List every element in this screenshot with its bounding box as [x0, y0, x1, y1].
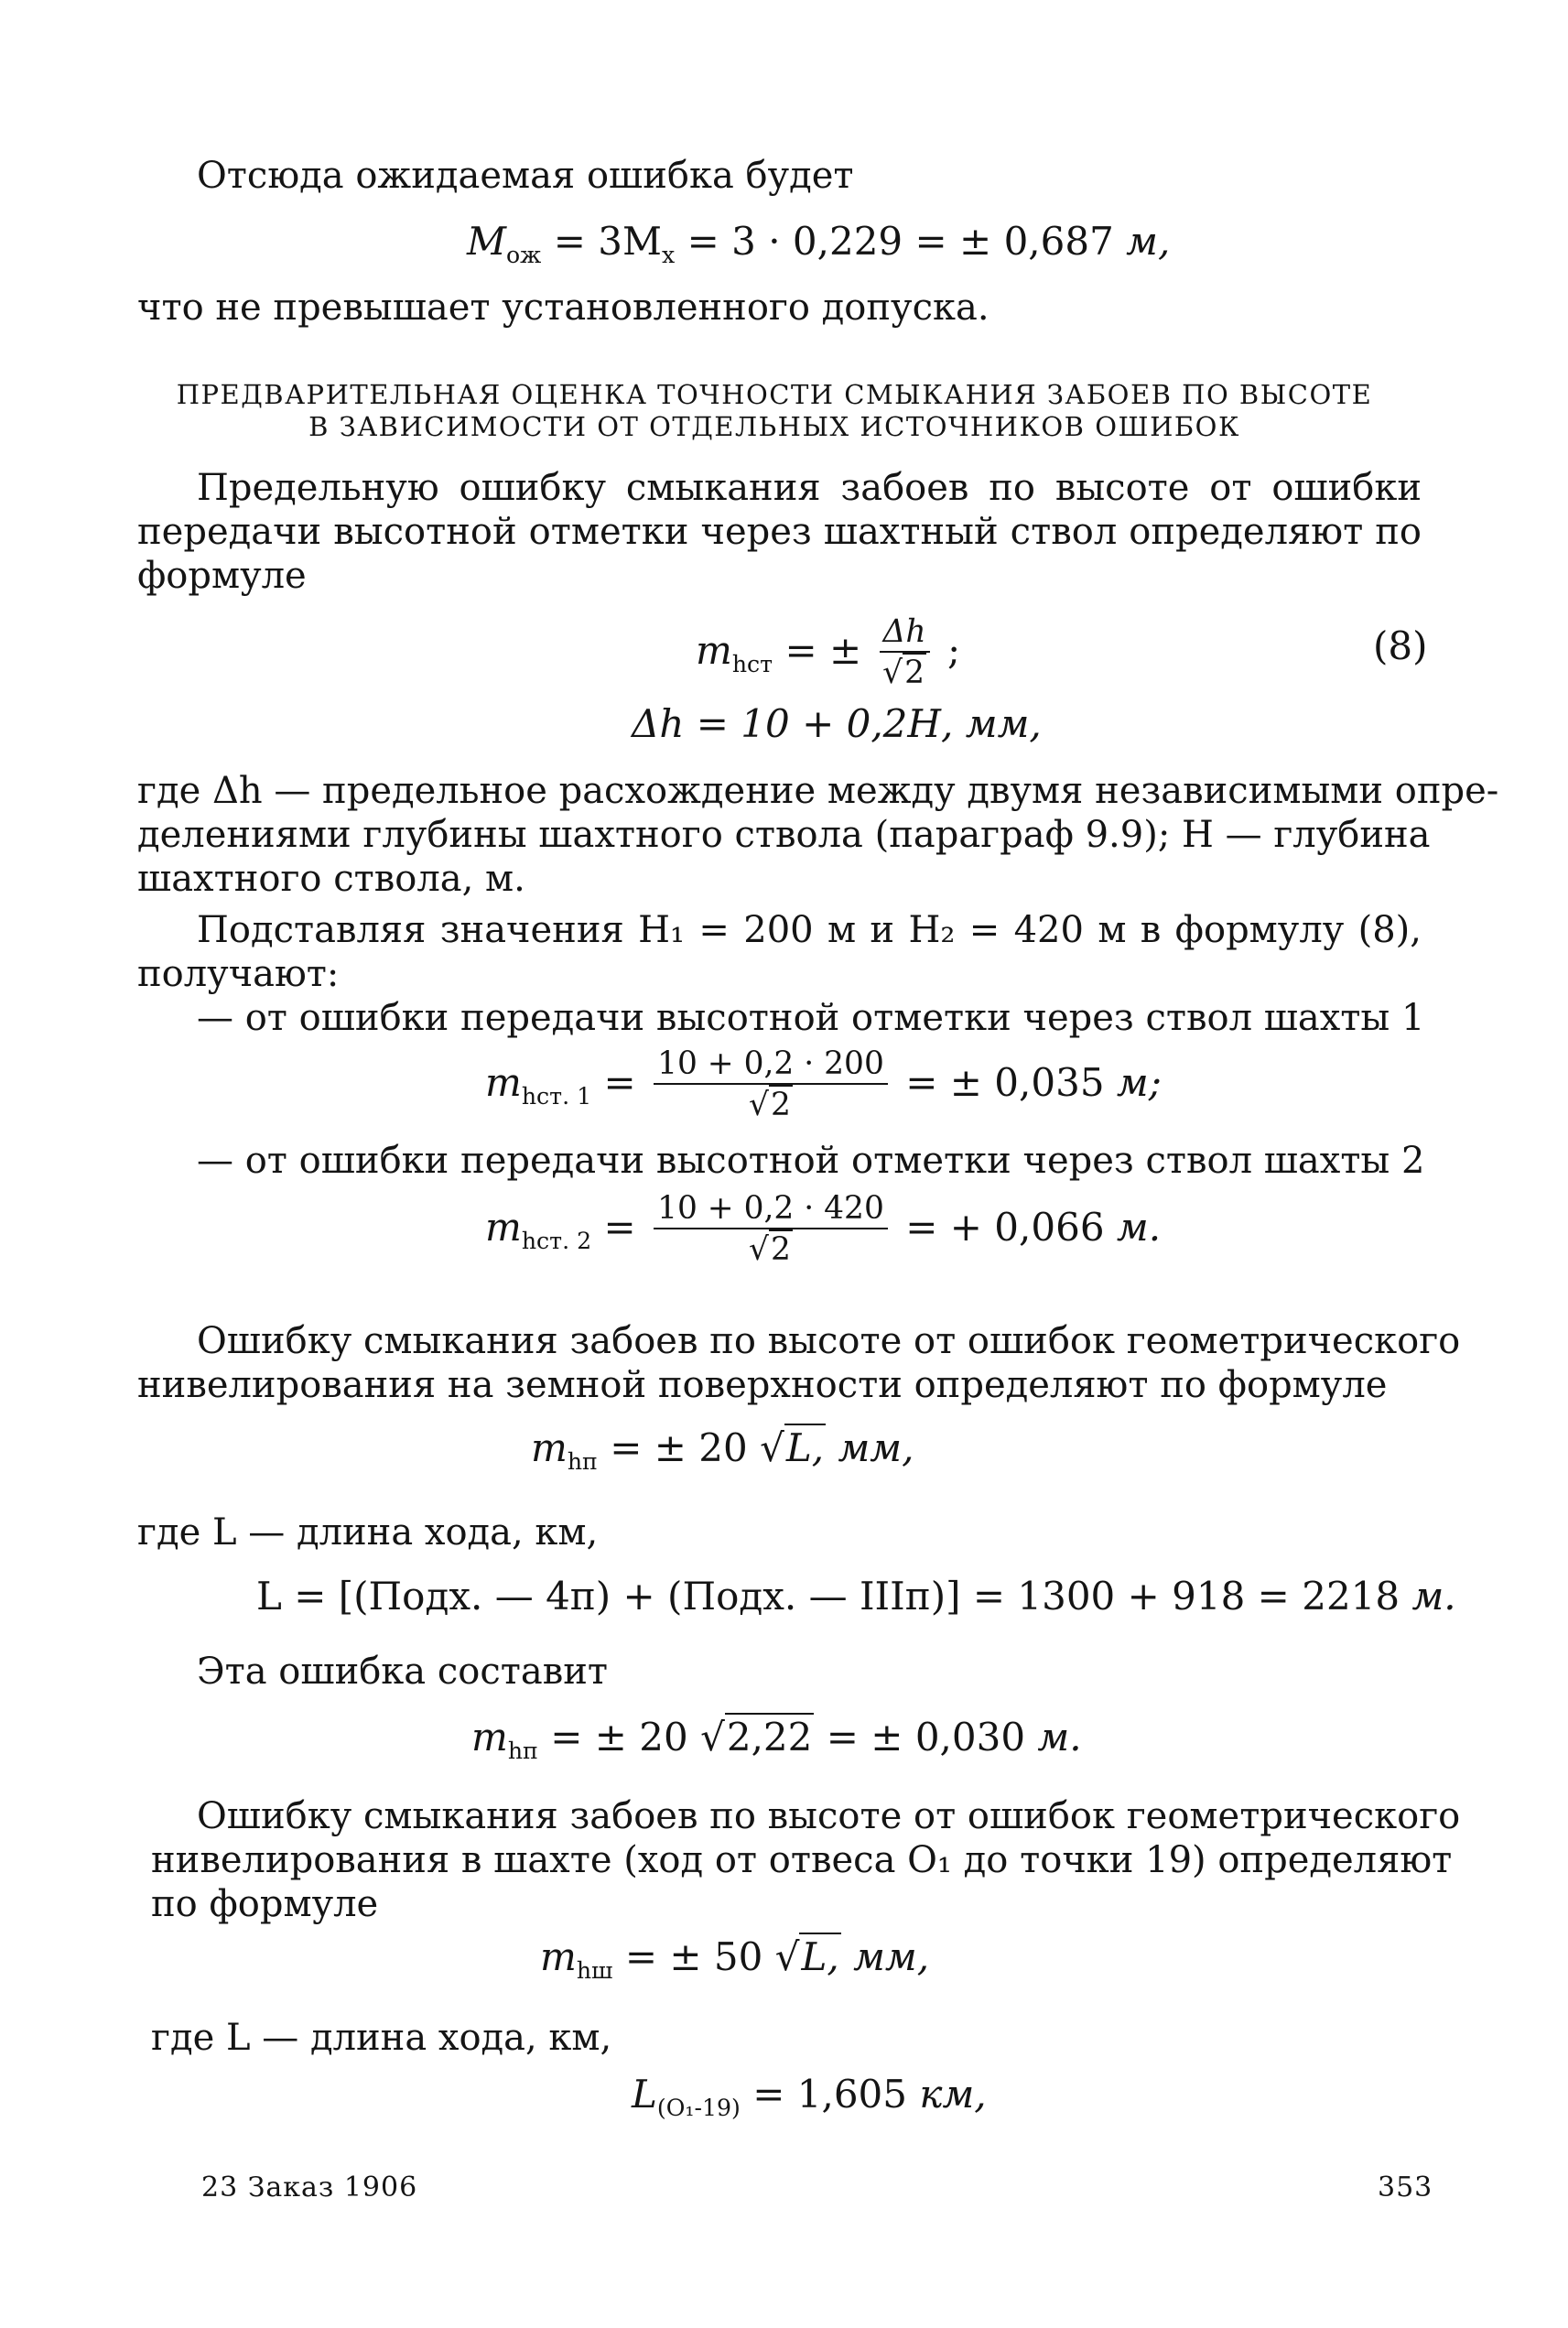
- para3-line1: Подставляя значения H₁ = 200 м и H₂ = 420 м в формулу (8),: [197, 909, 1422, 951]
- para9-line1: где L — длина хода, км,: [151, 2017, 612, 2059]
- formula-shaft-1: $m_{hст. 1}$ = $\frac{10 + 0,2 \cdot 200}{√2}$ = ± 0,035 м;: [485, 1045, 1162, 1126]
- para7-line1: Эта ошибка составит: [197, 1651, 609, 1693]
- formula-h-p: $m_{hп}$ = ± 20 √L, мм,: [531, 1425, 914, 1475]
- formula-L-O1-19: $L_{(O_1-19)} = 1,605$ км,: [632, 2072, 987, 2121]
- intro-line: Отсюда ожидаемая ошибка будет: [197, 155, 854, 197]
- equation-number: (8): [1373, 623, 1428, 668]
- intro-conclusion: что не превышает установленного допуска.: [137, 287, 989, 329]
- formula-shaft-2: $m_{hст. 2}$ = $\frac{10 + 0,2 \cdot 420}{√2}$ = + 0,066 м.: [485, 1190, 1161, 1271]
- para5-line2: нивелирования на земной поверхности определяют по формуле: [137, 1364, 1388, 1406]
- fraction: $\frac{10 + 0,2 \cdot 200}{√2}$: [654, 1045, 888, 1126]
- formula-h-sh: $m_{hш}$ = ± 50 √L, мм,: [540, 1934, 930, 1984]
- para3-line3: — от ошибки передачи высотной отметки через ствол шахты 1: [197, 997, 1425, 1039]
- para2-line1: где Δh — предельное расхождение между двумя независимыми опре-: [137, 770, 1499, 812]
- para1-line1: Предельную ошибку смыкания забоев по высоте от ошибки: [197, 467, 1422, 509]
- fraction: $\frac{10 + 0,2 \cdot 420}{√2}$: [654, 1190, 888, 1271]
- para2-line2: делениями глубины шахтного ствола (параграф 9.9); H — глубина: [137, 814, 1431, 856]
- formula-delta-h: Δh = 10 + 0,2H, мм,: [632, 701, 1042, 746]
- fraction: $\frac{\Delta h}{√2}$: [880, 613, 930, 694]
- footer-print-order: 23 Заказ 1906: [201, 2171, 418, 2203]
- para8-line3: по формуле: [151, 1883, 379, 1925]
- para4-line1: — от ошибки передачи высотной отметки через ствол шахты 2: [197, 1140, 1425, 1182]
- para1-line2: передачи высотной отметки через шахтный ствол определяют по: [137, 511, 1422, 553]
- para5-line1: Ошибку смыкания забоев по высоте от ошибок геометрического: [197, 1320, 1461, 1362]
- page-number: 353: [1378, 2171, 1433, 2203]
- para3-line2: получают:: [137, 953, 340, 995]
- section-heading-line2: В ЗАВИСИМОСТИ ОТ ОТДЕЛЬНЫХ ИСТОЧНИКОВ ОШИБОК: [308, 411, 1240, 442]
- section-heading-line1: ПРЕДВАРИТЕЛЬНАЯ ОЦЕНКА ТОЧНОСТИ СМЫКАНИЯ ЗАБОЕВ ПО ВЫСОТЕ: [176, 379, 1373, 410]
- para8-line1: Ошибку смыкания забоев по высоте от ошибок геометрического: [197, 1795, 1461, 1837]
- para6-line1: где L — длина хода, км,: [137, 1511, 599, 1554]
- formula-8: $m_{hст}$ = ± $\frac{\Delta h}{√2}$ ;: [696, 613, 960, 694]
- para8-line2: нивелирования в шахте (ход от отвеса O₁ до точки 19) определяют: [151, 1839, 1453, 1881]
- formula-L: L = [(Подх. — 4п) + (Подх. — IIIп)] = 1300 + 918 = 2218 м.: [256, 1574, 1456, 1619]
- formula-h-p-value: $m_{hп}$ = ± 20 √2,22 = ± 0,030 м.: [471, 1715, 1082, 1764]
- formula-m-ozh: $M_{ож} = 3M_x = 3 \cdot 0,229$ = ± 0,687 м,: [467, 219, 1171, 268]
- para2-line3: шахтного ствола, м.: [137, 858, 525, 900]
- para1-line3: формуле: [137, 555, 307, 597]
